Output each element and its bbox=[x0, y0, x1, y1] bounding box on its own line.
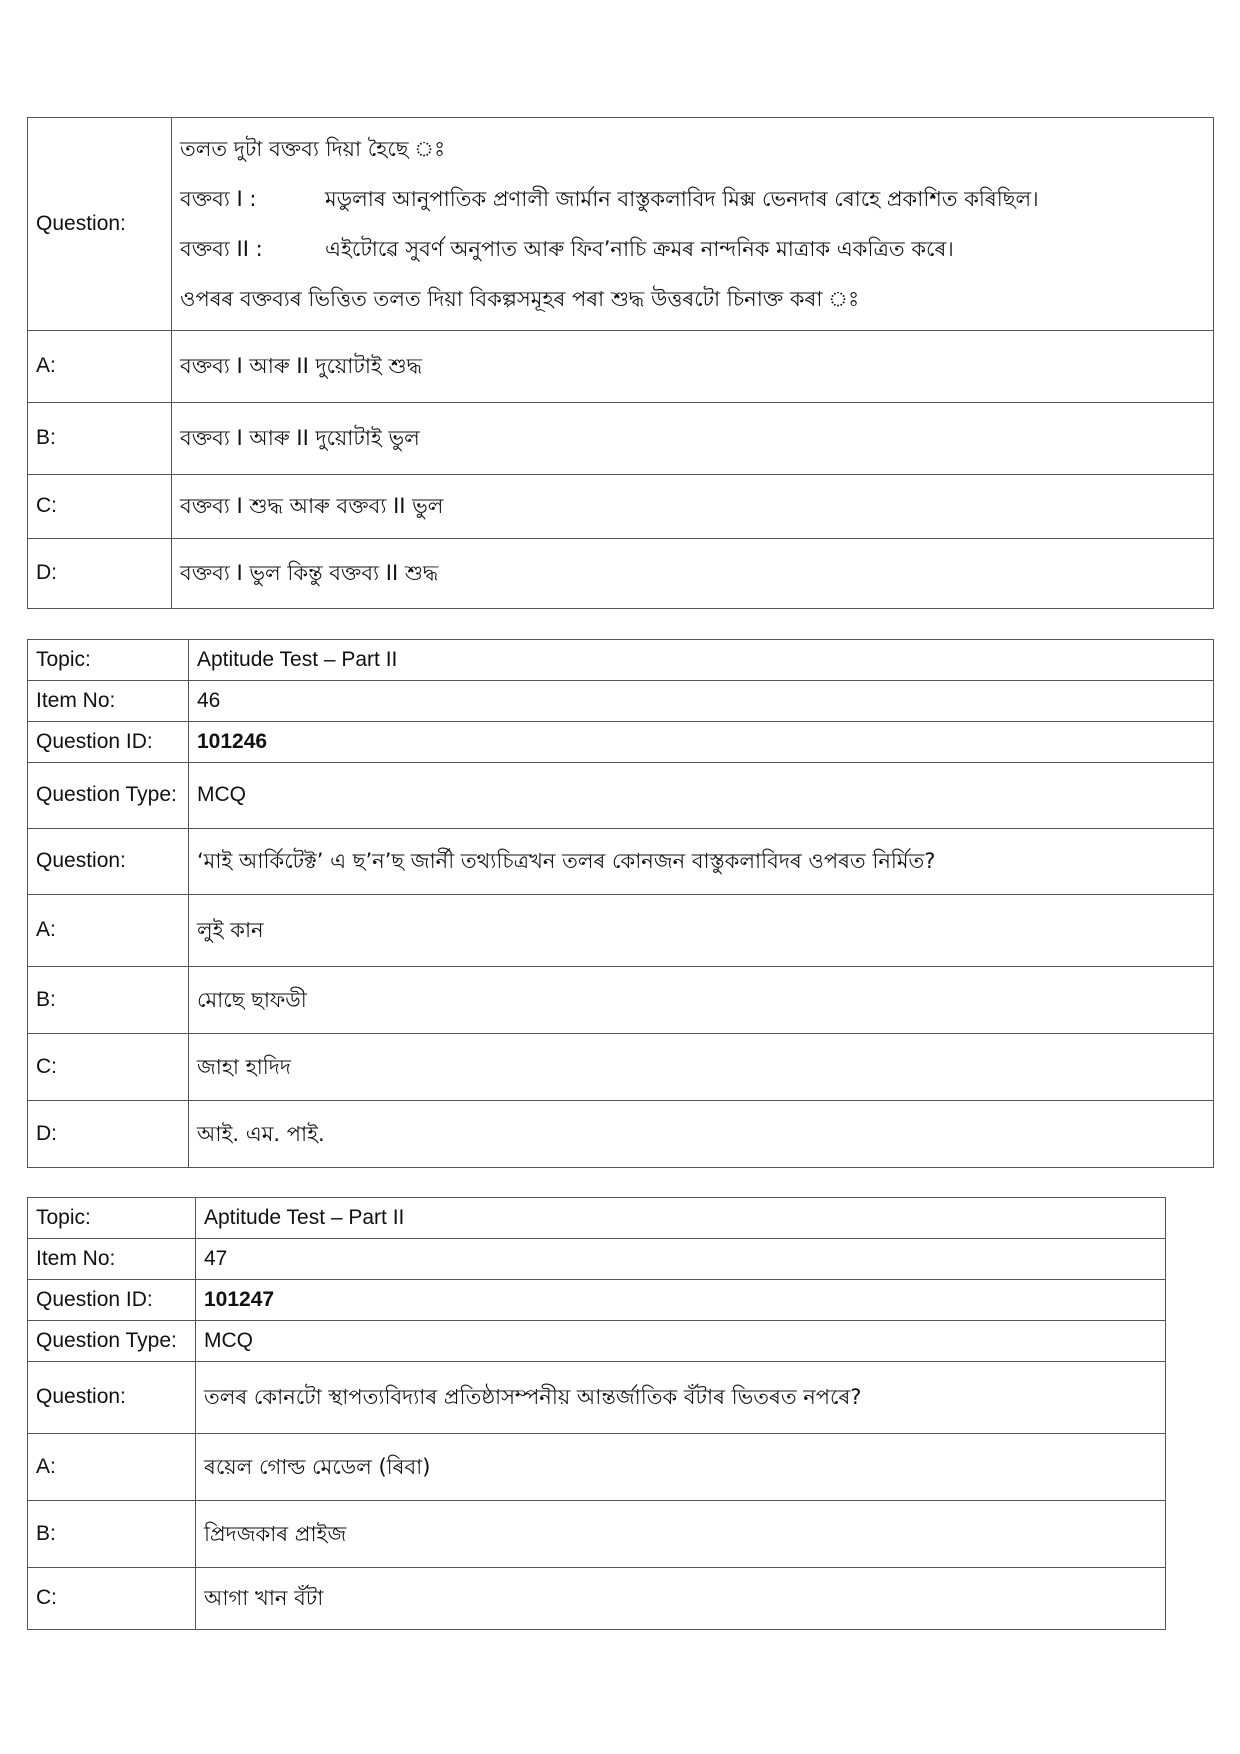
question-id-row bbox=[28, 1280, 1166, 1321]
topic-row bbox=[28, 640, 1214, 681]
option-row-b bbox=[28, 967, 1214, 1034]
option-a-label: A: bbox=[28, 331, 172, 403]
statement-2-label: বক্তব্য II : bbox=[180, 237, 263, 261]
option-row-d bbox=[28, 539, 1214, 609]
option-b-text: বক্তব্য I আৰু II দুয়োটাই ভুল bbox=[172, 403, 1214, 475]
option-row-a bbox=[28, 1434, 1166, 1501]
question-id-label: Question ID: bbox=[28, 722, 189, 763]
option-row-c bbox=[28, 1034, 1214, 1101]
question-id-row bbox=[28, 722, 1214, 763]
topic-row bbox=[28, 1198, 1166, 1239]
question-label: Question: bbox=[28, 829, 189, 895]
question-type-row bbox=[28, 763, 1214, 829]
statement-1-label: বক্তব্য I : bbox=[180, 187, 257, 211]
topic-value: Aptitude Test – Part II bbox=[189, 640, 1214, 681]
question-46-table bbox=[27, 639, 1214, 1168]
option-a-text: ৰয়েল গোল্ড মেডেল (ৰিবা) bbox=[196, 1434, 1166, 1501]
option-row-c bbox=[28, 475, 1214, 539]
option-b-text: মোছে ছাফডী bbox=[189, 967, 1214, 1034]
option-d-text: আই. এম. পাই. bbox=[189, 1101, 1214, 1168]
option-c-text: আগা খান বঁটা bbox=[196, 1568, 1166, 1630]
question-type-label: Question Type: bbox=[28, 763, 189, 829]
item-no-label: Item No: bbox=[28, 1239, 196, 1280]
question-label: Question: bbox=[28, 1362, 196, 1434]
question-row bbox=[28, 118, 1214, 331]
option-b-label: B: bbox=[28, 1501, 196, 1568]
question-type-row bbox=[28, 1321, 1166, 1362]
option-row-c bbox=[28, 1568, 1166, 1630]
question-text: ‘মাই আৰ্কিটেক্ট’ এ ছ’ন’ছ জাৰ্নী তথ্যচিত্ৰখন তলৰ কোনজন বাস্তুকলাবিদৰ ওপৰত নিৰ্মিত? bbox=[189, 829, 1214, 895]
option-d-label: D: bbox=[28, 1101, 189, 1168]
item-no-value: 47 bbox=[196, 1239, 1166, 1280]
option-d-text: বক্তব্য I ভুল কিন্তু বক্তব্য II শুদ্ধ bbox=[172, 539, 1214, 609]
topic-label: Topic: bbox=[28, 640, 189, 681]
question-type-value: MCQ bbox=[196, 1321, 1166, 1362]
question-type-value: MCQ bbox=[189, 763, 1214, 829]
option-c-label: C: bbox=[28, 1568, 196, 1630]
option-a-text: লুই কান bbox=[189, 895, 1214, 967]
question-row bbox=[28, 1362, 1166, 1434]
statement-2 bbox=[180, 224, 1205, 274]
question-row bbox=[28, 829, 1214, 895]
option-d-label: D: bbox=[28, 539, 172, 609]
option-c-label: C: bbox=[28, 475, 172, 539]
statement-1 bbox=[180, 174, 1205, 224]
option-c-label: C: bbox=[28, 1034, 189, 1101]
option-b-label: B: bbox=[28, 403, 172, 475]
option-c-text: বক্তব্য I শুদ্ধ আৰু বক্তব্য II ভুল bbox=[172, 475, 1214, 539]
question-id-value: 101246 bbox=[189, 722, 1214, 763]
option-a-text: বক্তব্য I আৰু II দুয়োটাই শুদ্ধ bbox=[172, 331, 1214, 403]
option-row-a bbox=[28, 331, 1214, 403]
question-id-value: 101247 bbox=[196, 1280, 1166, 1321]
option-row-b bbox=[28, 403, 1214, 475]
question-text bbox=[172, 118, 1214, 331]
option-a-label: A: bbox=[28, 1434, 196, 1501]
topic-value: Aptitude Test – Part II bbox=[196, 1198, 1166, 1239]
option-row-d bbox=[28, 1101, 1214, 1168]
question-type-label: Question Type: bbox=[28, 1321, 196, 1362]
item-no-row bbox=[28, 1239, 1166, 1280]
option-row-a bbox=[28, 895, 1214, 967]
statement-2-text: এইটোৱে সুবৰ্ণ অনুপাত আৰু ফিব’নাচি ক্ৰমৰ নান্দনিক মাত্ৰাক একত্ৰিত কৰে। bbox=[325, 237, 954, 261]
item-no-value: 46 bbox=[189, 681, 1214, 722]
item-no-label: Item No: bbox=[28, 681, 189, 722]
item-no-row bbox=[28, 681, 1214, 722]
question-intro: তলত দুটা বক্তব্য দিয়া হৈছে ঃ bbox=[180, 137, 446, 161]
option-b-text: প্ৰিদজকাৰ প্ৰাইজ bbox=[196, 1501, 1166, 1568]
statement-1-text: মডুলাৰ আনুপাতিক প্ৰণালী জাৰ্মান বাস্তুকলাবিদ মিক্স ভেনদাৰ ৰোহে প্ৰকাশিত কৰিছিল। bbox=[325, 187, 1039, 211]
question-instruction: ওপৰৰ বক্তব্যৰ ভিত্তিত তলত দিয়া বিকল্পসমূহৰ পৰা শুদ্ধ উত্তৰটো চিনাক্ত কৰা ঃ bbox=[180, 287, 860, 311]
option-row-b bbox=[28, 1501, 1166, 1568]
option-a-label: A: bbox=[28, 895, 189, 967]
question-47-table bbox=[27, 1197, 1166, 1630]
option-b-label: B: bbox=[28, 967, 189, 1034]
option-c-text: জাহা হাদিদ bbox=[189, 1034, 1214, 1101]
question-45-table bbox=[27, 117, 1214, 609]
question-id-label: Question ID: bbox=[28, 1280, 196, 1321]
topic-label: Topic: bbox=[28, 1198, 196, 1239]
question-text: তলৰ কোনটো স্থাপত্যবিদ্যাৰ প্ৰতিষ্ঠাসম্পনীয় আন্তৰ্জাতিক বঁটাৰ ভিতৰত নপৰে? bbox=[196, 1362, 1166, 1434]
question-label: Question: bbox=[28, 118, 172, 331]
